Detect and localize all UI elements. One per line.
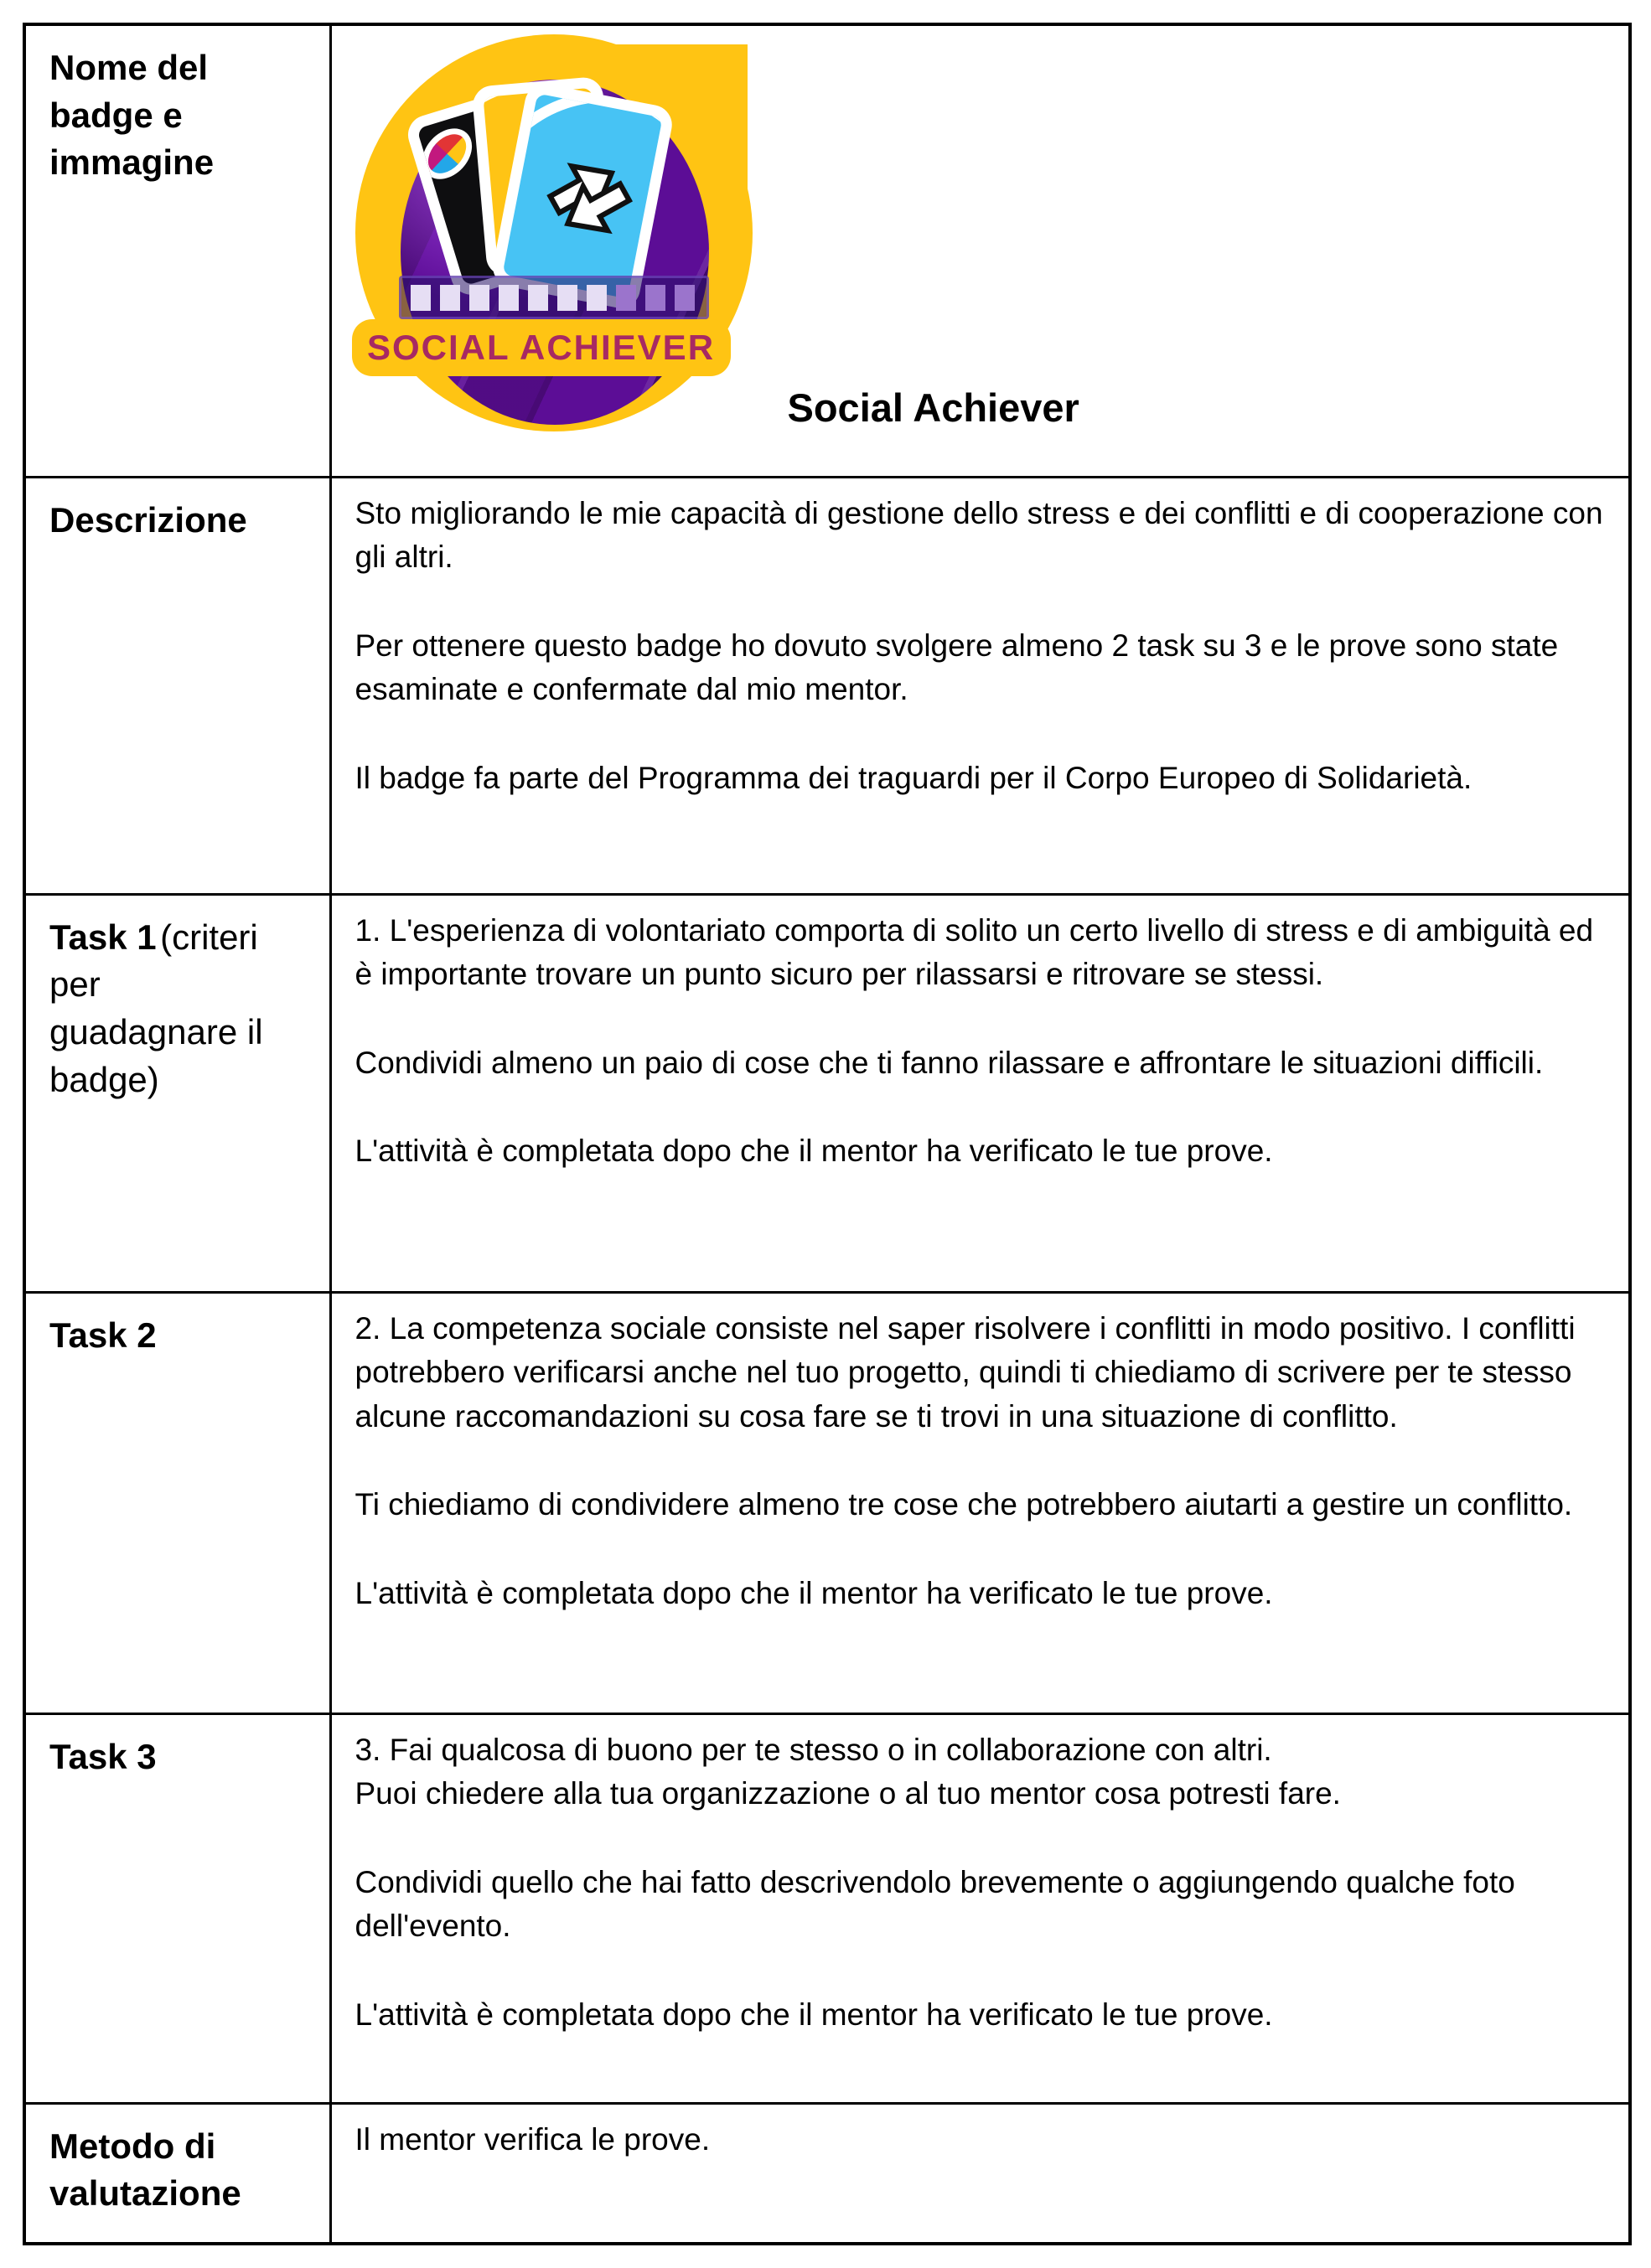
task2-paragraph: L'attività è completata dopo che il mentor ha verificato le tue prove. <box>355 1575 1273 1610</box>
row-label-text: Metodo di valutazione <box>49 2126 241 2214</box>
row-label-task3 <box>24 1713 330 2103</box>
task1-paragraph: L'attività è completata dopo che il mentor ha verificato le tue prove. <box>355 1134 1273 1169</box>
progress-square <box>587 285 607 311</box>
task3-line: Puoi chiedere alla tua organizzazione o al tuo mentor cosa potresti fare. <box>355 1776 1341 1811</box>
row-label-descrizione <box>24 477 330 894</box>
description-paragraph: Sto migliorando le mie capacità di gestione dello stress e dei conflitti e di cooperazione con gli altri. <box>355 495 1603 575</box>
progress-square <box>440 285 460 311</box>
progress-square <box>616 285 636 311</box>
badge-banner-label: SOCIAL ACHIEVER <box>366 328 716 368</box>
metodo-paragraph: Il mentor verifica le prove. <box>355 2121 711 2157</box>
task1-paragraph: Condividi almeno un paio di cose che ti fanno rilassare e affrontare le situazioni difficili. <box>355 1045 1544 1080</box>
description-paragraph: Il badge fa parte del Programma dei traguardi per il Corpo Europeo di Solidarietà. <box>355 760 1472 795</box>
row-label-task1 <box>24 894 330 1292</box>
progress-square <box>499 285 519 311</box>
badge-image <box>354 26 756 462</box>
row-label-nome-badge <box>24 24 330 477</box>
table-row-metodo <box>24 2103 1630 2244</box>
progress-square <box>645 285 665 311</box>
row-label-suffix: (criteri per guadagnare il badge) <box>49 917 263 1099</box>
task3-paragraph <box>355 1728 1604 1816</box>
table-row-task2 <box>24 1292 1630 1713</box>
task3-paragraph: Condividi quello che hai fatto descrivendolo brevemente o aggiungendo qualche foto dell'evento. <box>355 1864 1515 1944</box>
task3-line: 3. Fai qualcosa di buono per te stesso o in collaborazione con altri. <box>355 1732 1272 1767</box>
table-row-nome-badge <box>24 24 1630 477</box>
badge-info-table <box>23 23 1632 2245</box>
row-label-text: Task 2 <box>49 1315 157 1355</box>
row-label-text: Descrizione <box>49 499 247 540</box>
reverse-arrows-icon <box>515 125 663 272</box>
badge-cell <box>330 24 1630 477</box>
progress-square <box>557 285 577 311</box>
row-label-task2 <box>24 1292 330 1713</box>
task3-content <box>330 1713 1630 2103</box>
progress-square <box>675 285 695 311</box>
badge-banner <box>352 319 731 376</box>
table-row-descrizione <box>24 477 1630 894</box>
progress-square <box>528 285 548 311</box>
row-label-text: Task 1 <box>49 917 157 957</box>
row-label-text: Nome del badge e immagine <box>49 48 215 183</box>
row-label-metodo <box>24 2103 330 2244</box>
badge-title: Social Achiever <box>787 385 1079 431</box>
task2-paragraph: 2. La competenza sociale consiste nel saper risolvere i conflitti in modo positivo. I conflitti potrebbero verificarsi anche nel tuo progetto, quindi ti chiediamo di scrivere per te stesso alcune raccomandazioni su cosa fare se ti trovi in una situazione di conflitto. <box>355 1310 1576 1434</box>
task1-paragraph: 1. L'esperienza di volontariato comporta di solito un certo livello di stress e di ambiguità ed è importante trovare un punto sicuro per rilassarsi e ritrovare se stessi. <box>355 912 1594 992</box>
task3-paragraph: L'attività è completata dopo che il mentor ha verificato le tue prove. <box>355 1997 1273 2032</box>
table-row-task1 <box>24 894 1630 1292</box>
task2-paragraph: Ti chiediamo di condividere almeno tre cose che potrebbero aiutarti a gestire un conflitto. <box>355 1487 1573 1522</box>
uno-logo-oval-icon <box>412 119 482 189</box>
descrizione-content <box>330 477 1630 894</box>
progress-square <box>469 285 489 311</box>
task2-content <box>330 1292 1630 1713</box>
description-paragraph: Per ottenere questo badge ho dovuto svolgere almeno 2 task su 3 e le prove sono state esaminate e confermate dal mio mentor. <box>355 628 1559 707</box>
metodo-content <box>330 2103 1630 2244</box>
row-label-text: Task 3 <box>49 1736 157 1776</box>
task1-content <box>330 894 1630 1292</box>
badge-progress-bar <box>399 276 709 319</box>
progress-square <box>411 285 431 311</box>
table-row-task3 <box>24 1713 1630 2103</box>
